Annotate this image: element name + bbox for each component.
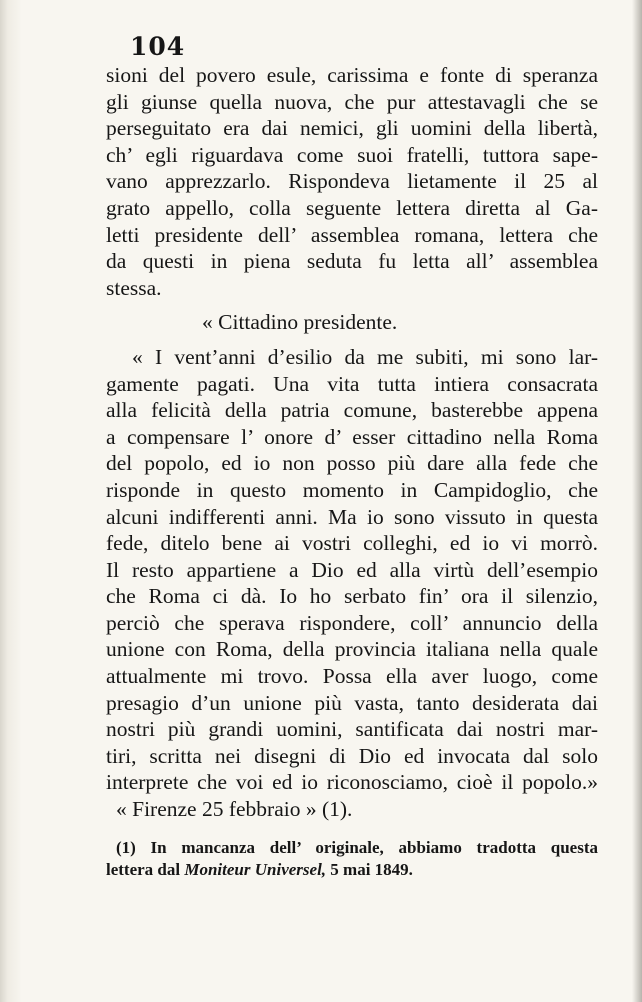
text-line: perseguitato era dai nemici, gli uomini della libertà, [106,116,598,141]
footnote-text: 5 mai 1849. [326,860,413,879]
text-line: stessa. [106,275,162,300]
letter-line: tiri, scritta nei disegni di Dio ed invocata dal solo [106,743,598,768]
page-edge-shadow [632,0,642,1002]
letter-line: alcuni indifferenti anni. Ma io sono vissuto in questa [106,504,598,529]
letter-line: nostri più grandi uomini, santificata dai nostri mar- [106,717,598,742]
footnote-source-title: Moniteur Universel, [184,860,327,879]
text-line: ch’ egli riguardava come suoi fratelli, tuttora sape- [106,142,598,167]
footnote-line: (1) In mancanza dell’ originale, abbiamo tradotta questa [116,838,598,857]
letter-line: unione con Roma, della provincia italiana nella quale [106,637,598,662]
letter-line: risponde in questo momento in Campidoglio, che [106,477,598,502]
paragraph-gap [106,336,598,344]
letter-line: gamente pagati. Una vita tutta intiera consacrata [106,371,598,396]
letter-line: presagio d’un unione più vasta, tanto desiderata dai [106,690,598,715]
letter-line: del popolo, ed io non posso più dare alla fede che [106,451,598,476]
letter-line: « I vent’anni d’esilio da me subiti, mi sono lar- [132,344,598,369]
page-number: 104 [130,32,186,61]
text-line: sioni del povero esule, carissima e fonte di speranza [106,63,598,87]
text-line: letti presidente dell’ assemblea romana, lettera che [106,222,598,247]
letter-line: interprete che voi ed io riconosciamo, cioè il popolo.» [106,770,598,795]
text-line: vano apprezzarlo. Rispondeva lietamente il 25 al [106,169,598,194]
footnote-line [106,859,598,881]
text-line: da questi in piena seduta fu letta all’ assemblea [106,249,598,274]
letter-line: Il resto appartiene a Dio ed alla virtù dell’esempio [106,557,598,582]
letter-line: che Roma ci dà. Io ho serbato fin’ ora il silenzio, [106,584,598,609]
letter-line: alla felicità della patria comune, basterebbe appena [106,398,598,423]
text-line: grato appello, colla seguente lettera diretta al Ga- [106,195,598,220]
letter-line: perciò che sperava rispondere, coll’ annuncio della [106,610,598,635]
letter-line: fede, ditelo bene ai vostri colleghi, ed io vi morrò. [106,531,598,556]
letter-signoff: « Firenze 25 febbraio » (1). [116,797,353,822]
text-line: gli giunse quella nuova, che pur attestavagli che se [106,89,598,114]
body-text [106,62,598,823]
footnote [106,837,598,881]
footnote-text: lettera dal [106,860,185,879]
letter-line: a compensare l’ onore d’ esser cittadino nella Roma [106,424,598,449]
letter-salutation: « Cittadino presidente. [202,310,398,335]
letter-line: attualmente mi trovo. Possa ella aver luogo, come [106,664,598,689]
paragraph-gap [106,301,598,309]
